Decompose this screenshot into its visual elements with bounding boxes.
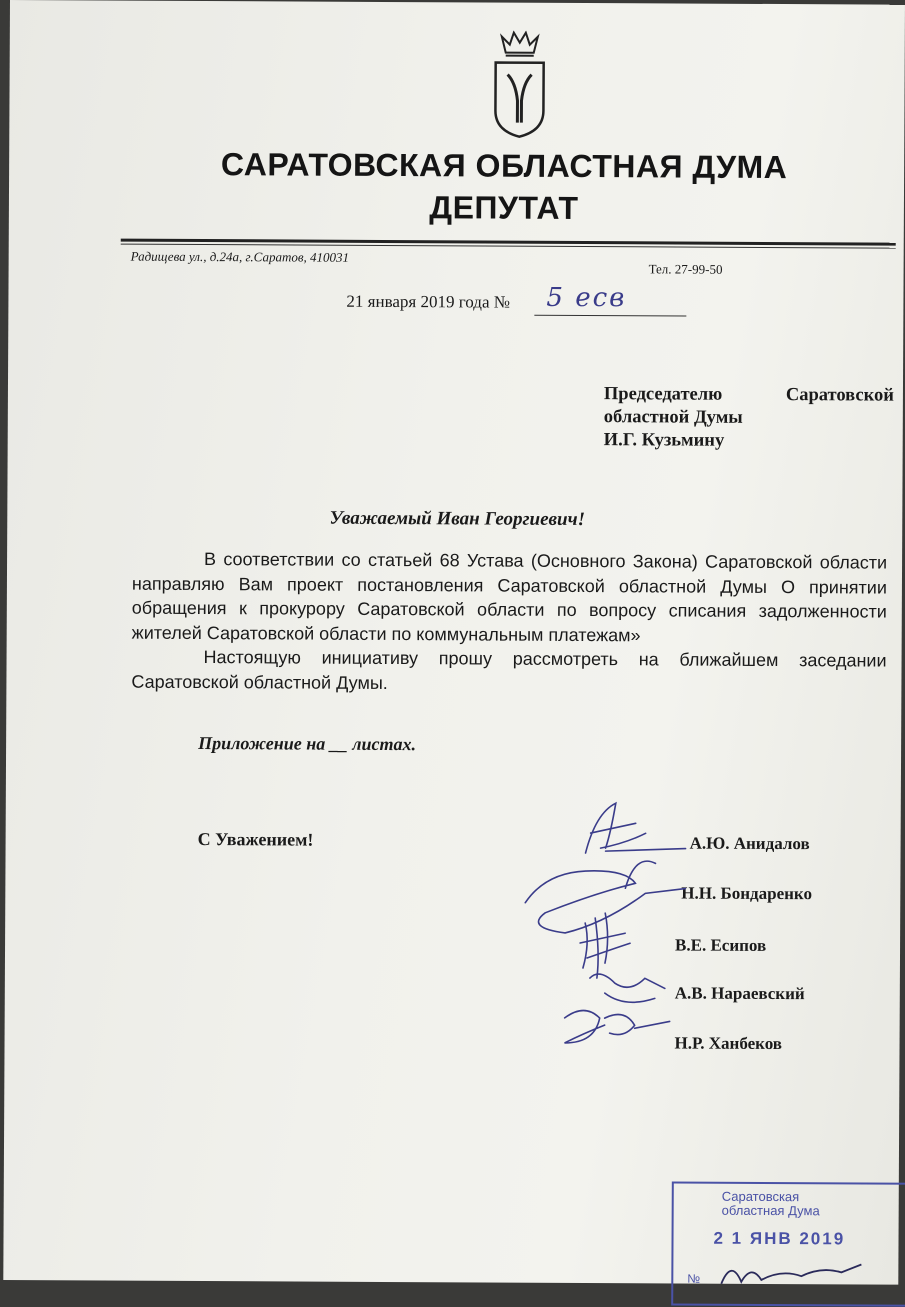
stamp-date: 2 1 ЯНВ 2019 xyxy=(713,1229,845,1250)
document-number-handwritten: 5 есв xyxy=(546,283,626,313)
attachment-note: Приложение на __ листах. xyxy=(198,733,416,755)
recipient-position: Председателю xyxy=(604,383,722,407)
recipient-org-cont: областной Думы xyxy=(604,406,894,431)
recipient-name: И.Г. Кузьмину xyxy=(604,429,894,454)
author-title: ДЕПУТАТ xyxy=(109,188,899,229)
document-page xyxy=(3,0,905,1285)
stamp-org xyxy=(722,1190,820,1219)
phone: Тел. 27-99-50 xyxy=(649,261,723,277)
body-paragraph: В соответствии со статьей 68 Устава (Основного Закона) Саратовской области направляю Вам проект постановления Саратовской областной Думы О принятии обращения к прокурору Саратовской области по вопросу списания задолженности жителей Саратовской области по коммунальным платежам» xyxy=(132,547,888,649)
signer-name: Н.Р. Ханбеков xyxy=(674,1033,782,1054)
stamp-org-line: Саратовская xyxy=(722,1190,820,1205)
signer-name: В.Е. Есипов xyxy=(675,935,766,955)
letter-body xyxy=(131,547,887,698)
stamp-number-label: № xyxy=(687,1272,700,1286)
organization-title: САРАТОВСКАЯ ОБЛАСТНАЯ ДУМА xyxy=(109,146,899,187)
closing: С Уважением! xyxy=(198,829,314,851)
body-paragraph: Настоящую инициативу прошу рассмотреть на ближайшем заседании Саратовской областной Думы. xyxy=(131,645,886,698)
stamp-signature xyxy=(711,1254,871,1295)
handwritten-signatures xyxy=(504,793,705,1074)
greeting: Уважаемый Иван Георгиевич! xyxy=(7,506,905,533)
recipient-block xyxy=(604,383,894,454)
registration-stamp xyxy=(671,1181,905,1306)
document-number-underline xyxy=(534,315,686,317)
signer-name: Н.Н. Бондаренко xyxy=(681,884,812,905)
recipient-org: Саратовской xyxy=(786,384,894,408)
address: Радищева ул., д.24а, г.Саратов, 410031 xyxy=(131,249,349,266)
signer-name: А.В. Нараевский xyxy=(675,983,805,1004)
document-date: 21 января 2019 года № xyxy=(346,292,510,313)
stamp-org-line: областная Дума xyxy=(722,1204,820,1219)
signer-name: А.Ю. Анидалов xyxy=(690,834,810,855)
coat-of-arms-emblem xyxy=(489,31,550,141)
